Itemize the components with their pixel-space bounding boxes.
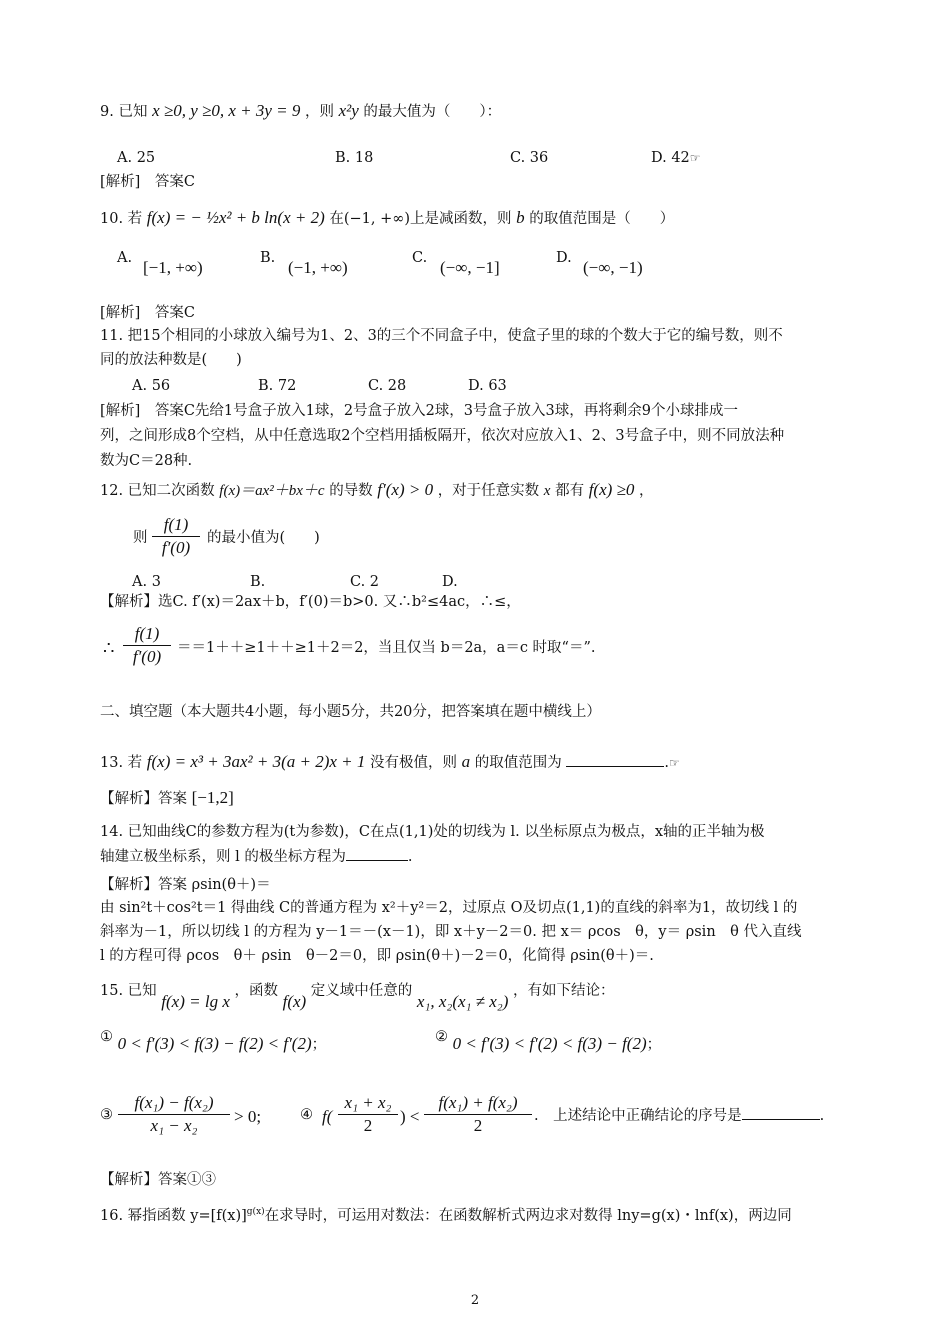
q13-answer: [−1,2] bbox=[191, 788, 234, 807]
q13-function: f(x) = x³ + 3ax² + 3(a + 2)x + 1 bbox=[146, 752, 366, 771]
q9-analysis: [解析] 答案C bbox=[100, 174, 195, 190]
q15-c4-f: f( bbox=[322, 1107, 333, 1126]
q12-analysis-fraction: $\frac{f(1)}{f'(0)}$ bbox=[123, 624, 171, 667]
q11-line2: 同的放法种数是( ) bbox=[100, 352, 242, 368]
q12-tail: 的最小值为( ) bbox=[207, 530, 320, 546]
q15-conclusion-3-fraction: $\frac{\text{f(x₁) − f(x₂)}}{\text{x₁ − x₂}}$ bbox=[118, 1093, 230, 1136]
q15-conclusion-1: ① 0 < f′(3) < f(3) − f(2) < f′(2)； bbox=[100, 1029, 327, 1053]
q9-option-c: C. 36 bbox=[510, 150, 549, 166]
q14-line2: 轴建立极坐标系，则 l 的极坐标方程为 . bbox=[100, 846, 412, 867]
q10-option-d-value: (−∞, −1) bbox=[583, 258, 643, 277]
q12-therefore: ∴ bbox=[103, 638, 115, 658]
q11-option-b: B. 72 bbox=[258, 378, 297, 394]
q15-conclusion-3-tail: > 0; bbox=[234, 1107, 262, 1126]
page-number: 2 bbox=[470, 1293, 480, 1308]
q12-stem: 12. 已知二次函数 f(x)＝ax²＋bx＋c 的导数 f′(x) > 0 ，对于任意实数 x 都有 f(x) ≥0 ， bbox=[100, 480, 654, 499]
q11-option-c: C. 28 bbox=[368, 378, 407, 394]
q10-option-a-value: [−1, +∞) bbox=[143, 258, 203, 277]
q10-stem: 10. 若 f(x) = − ½x² + b ln(x + 2) 在(−1, +∞)上是减函数，则 b 的取值范围是（ ） bbox=[100, 208, 675, 227]
q11-option-a: A. 56 bbox=[132, 378, 171, 394]
q10-function: f(x) = − ½x² + b ln(x + 2) bbox=[146, 208, 325, 227]
q14-analysis-4: l 的方程可得 ρcos θ＋ ρsin θ－2＝0，即 ρsin(θ＋)－2＝0，化简得 ρsin(θ＋)＝. bbox=[100, 948, 654, 964]
section-fill-in-heading: 二、填空题（本大题共4小题，每小题5分，共20分，把答案填在题中横线上） bbox=[100, 704, 601, 720]
q14-answer-blank[interactable] bbox=[346, 846, 408, 861]
q9-stem: 9. 已知 x ≥0, y ≥0, x + 3y = 9 ，则 x²y 的最大值为（ ）： bbox=[100, 101, 502, 120]
q13-answer-blank[interactable] bbox=[566, 752, 664, 767]
q15-conclusion-2: ② 0 < f′(3) < f′(2) < f(3) − f(2)； bbox=[435, 1029, 662, 1053]
q10-option-d-label: D. bbox=[556, 250, 572, 266]
q16-line1: 16. 幂指函数 $y=[f(x)]^{g(x)}$在求导时，可运用对数法：在函数解析式两边求对数得 lny=g(x)・lnf(x)，两边同 bbox=[100, 1207, 792, 1224]
q11-option-d: D. 63 bbox=[468, 378, 507, 394]
q12-fraction: $\frac{f(1)}{f'(0)}$ bbox=[152, 515, 200, 558]
q15-answer-blank[interactable] bbox=[742, 1105, 820, 1120]
q15-conclusion-4-fraction-1: $\frac{\text{x₁ + x₂}}{2}$ bbox=[338, 1093, 398, 1136]
q10-option-a-label: A. bbox=[117, 250, 133, 266]
q14-analysis-1: 【解析】答案 ρsin(θ＋)＝ bbox=[100, 877, 271, 893]
q13-analysis: 【解析】答案 [−1,2] bbox=[100, 788, 234, 807]
q9-option-b: B. 18 bbox=[335, 150, 374, 166]
q12-option-b: B. bbox=[250, 574, 266, 590]
q12-analysis-2: ＝＝1＋＋≥1＋＋≥1＋2＝2，当且仅当 b＝2a，a＝c 时取“＝”. bbox=[177, 640, 596, 656]
q11-line1: 11. 把15个相同的小球放入编号为1、2、3的三个不同盒子中，使盒子里的球的个数大于它的编号数，则不 bbox=[100, 328, 783, 344]
q9-option-a: A. 25 bbox=[117, 150, 156, 166]
q14-analysis-2: 由 sin²t＋cos²t＝1 得曲线 C的普通方程为 x²＋y²＝2，过原点 O及切点(1,1)的直线的斜率为1，故切线 l 的 bbox=[100, 900, 798, 916]
q15-conclusion-4-fraction-2: $\frac{\text{f(x₁) + f(x₂)}}{2}$ bbox=[424, 1093, 532, 1136]
hand-pointer-icon: ☞ bbox=[689, 151, 701, 165]
q10-option-c-label: C. bbox=[412, 250, 428, 266]
q14-line1: 14. 已知曲线C的参数方程为(t为参数)，C在点(1,1)处的切线为 l. 以坐标原点为极点，x轴的正半轴为极 bbox=[100, 824, 765, 840]
q9-option-d: D. 42☞ bbox=[651, 150, 701, 166]
q12-option-a: A. 3 bbox=[132, 574, 161, 590]
q12-analysis-1: 【解析】选C. f′(x)＝2ax＋b，f′(0)＝b>0. 又∴b²≤4ac，∴≤， bbox=[100, 594, 521, 610]
q12-option-c: C. 2 bbox=[350, 574, 380, 590]
q10-variable: b bbox=[516, 208, 525, 227]
q11-analysis-1: [解析] 答案C先给1号盒子放入1球，2号盒子放入2球，3号盒子放入3球，再将剩余9个小球排成一 bbox=[100, 403, 738, 419]
q14-analysis-3: 斜率为－1，所以切线 l 的方程为 y－1＝－(x－1)，即 x＋y－2＝0. 把 x＝ ρcos θ，y＝ ρsin θ 代入直线 bbox=[100, 924, 802, 940]
q9-expression: x²y bbox=[338, 101, 359, 120]
q10-analysis: [解析] 答案C bbox=[100, 305, 195, 321]
q15-stem: 15. 已知 f(x) = lg x ，函数 f(x) 定义域中任意的 x₁, x₂(x₁ ≠ x₂) ，有如下结论： bbox=[100, 983, 615, 1011]
q11-analysis-3: 数为C＝28种. bbox=[100, 453, 193, 469]
q15-c4-mid: ) < bbox=[400, 1107, 420, 1126]
q11-analysis-2: 列，之间形成8个空档，从中任意选取2个空档用插板隔开，依次对应放入1、2、3号盒子中，则不同放法种 bbox=[100, 428, 785, 444]
q9-condition: x ≥0, y ≥0, x + 3y = 9 bbox=[152, 101, 301, 120]
q15-c4-mark: ④ bbox=[300, 1107, 313, 1123]
q15-c4-tail: . 上述结论中正确结论的序号是 . bbox=[534, 1105, 824, 1126]
q15-analysis: 【解析】答案①③ bbox=[100, 1172, 216, 1188]
hand-pointer-icon: ☞ bbox=[668, 756, 680, 770]
q13-stem: 13. 若 f(x) = x³ + 3ax² + 3(a + 2)x + 1 没有极值，则 a 的取值范围为 .☞ bbox=[100, 752, 680, 771]
q10-option-c-value: (−∞, −1] bbox=[440, 258, 500, 277]
q12-then: 则 bbox=[133, 530, 148, 546]
q10-option-b-value: (−1, +∞) bbox=[288, 258, 348, 277]
q10-option-b-label: B. bbox=[260, 250, 276, 266]
q15-c3-mark: ③ bbox=[100, 1107, 113, 1123]
q12-option-d: D. bbox=[442, 574, 458, 590]
